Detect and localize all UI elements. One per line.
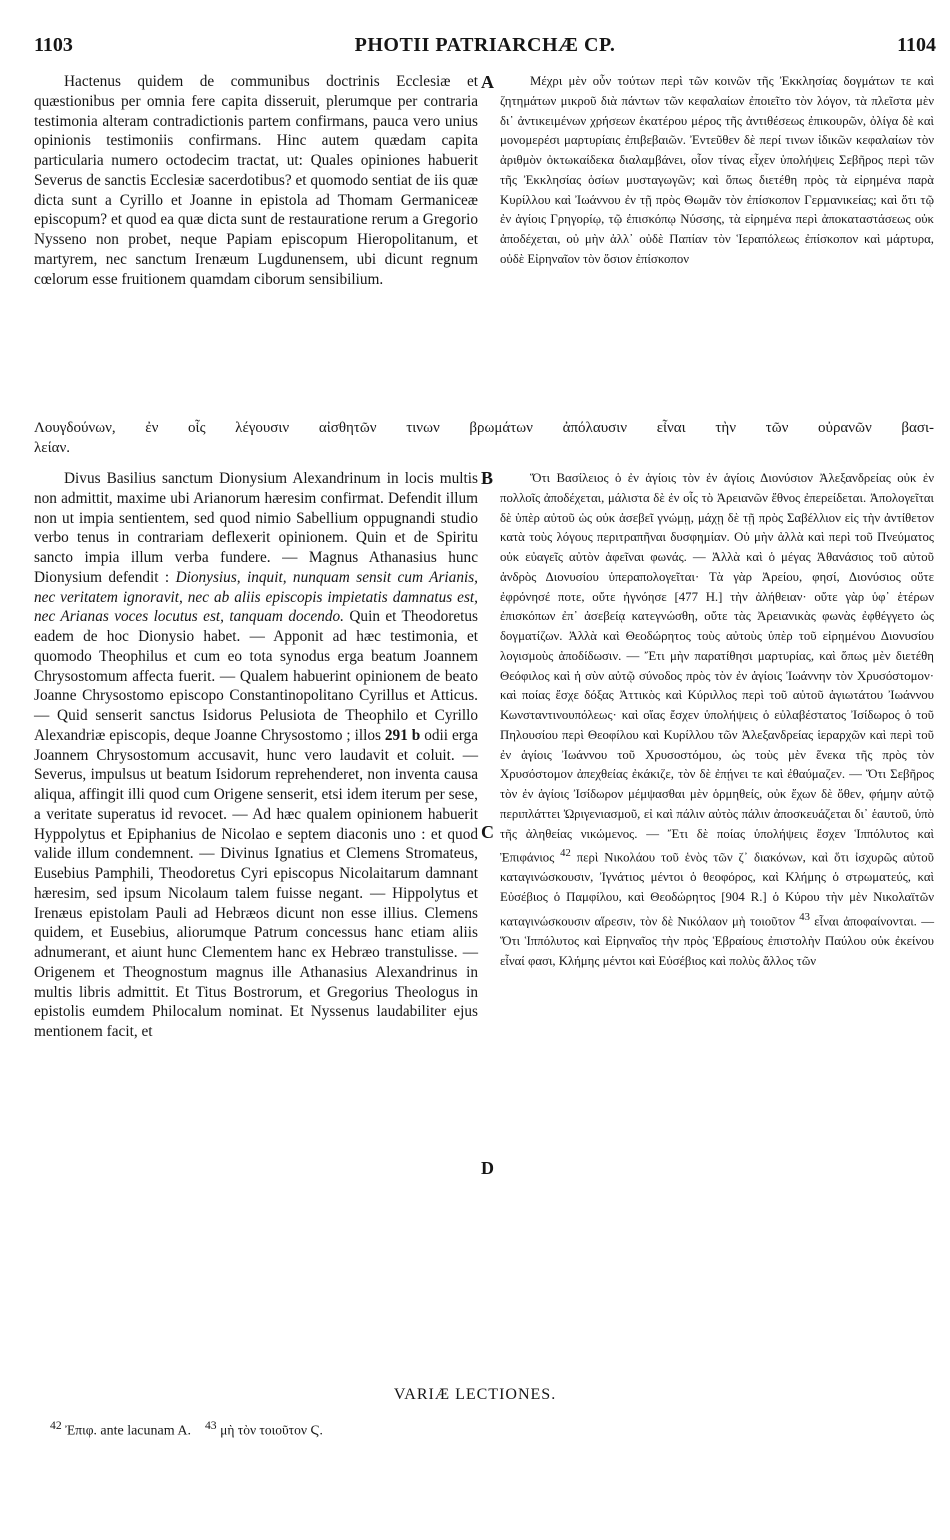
note-number: 42 [50,1419,62,1432]
latin-paragraph: Hactenus quidem de communibus doctrinis Ecclesiæ et quæstionibus per omnia fere capita disseruit, plerumque per contraria testimonia alteram contradictionis partem confirmans, pauca vero unius opinionis testimoniis confirmans. Hinc autem quædam capita particularia numero octodecim tractat, ut: Quales opiniones habuerit Severus de sanctis Ecclesiæ sacerdotibus? et quomodo sentiat de iis quæ dicta sunt a Cyrillo et Joanne in epistola ad Thomam Germaniceæ episcopum? et quod ea quæ dicta sunt de restauratione rerum a Gregorio Nysseno non probet, neque Papiam episcopum Hieropolitanum, et martyrem, nec sanctum Irenæum Lugdunensem, ubi dicunt regnum cœlorum esse fruitionem quamdam ciborum sensibilium. [34,73,478,288]
note-number: 43 [204,1419,217,1432]
word: ἀπόλαυσιν [562,420,628,436]
greek-text: περὶ Νικολάου τοῦ ἑνὸς τῶν ζ᾽ διακόνων, καὶ ὅτι ἰσχυρῶς αὐτοῦ καταγινώσκουσιν, Ἰγνάτιος μέντοι ὁ θεοφόρος, καὶ Κλήμης ὁ στρωματεύς, καὶ Εὐσέβιος ὁ Παμφίλου, καὶ Θεοδώρητος [500,850,935,905]
word: τῶν [765,420,789,436]
margin-letter-a: A [481,72,494,92]
note-greek: μὴ τὸν τοιοῦτον [220,1422,307,1438]
margin-letter-c: C [481,822,494,842]
greek-paragraph [500,469,934,971]
margin-letter-b: B [481,468,494,488]
word: τινων [406,420,440,436]
greek-column-b [500,469,934,971]
word: βρωμάτων [469,420,533,436]
latin-paragraph [34,469,478,1042]
margin-letter-d: D [481,1158,494,1178]
variae-lectiones-heading: VARIÆ LECTIONES. [393,1386,557,1403]
word: οὐρανῶν [818,420,872,436]
continuation-line [34,419,934,439]
page-number-right: 1104 [897,34,936,56]
word: λέγουσιν [235,420,290,436]
running-title: PHOTII PATRIARCHÆ CP. [354,34,616,56]
edition-ref: [904 R.] [721,890,767,905]
edition-ref: [477 H.] [674,589,723,604]
note-text: ante lacunam A. [100,1423,191,1439]
note-greek: Ἐπιφ. [65,1422,97,1438]
latin-text: odii erga Joannem Chrysostomum accusavit, hunc vero laudavit et coluit. — Severus, impulsus ut beatum Isidorum reprehenderet, non inventa causa aliqua, affingit illi quod cum Origene senserit, etsi idem iterum per sese, a veritate superatus id revocet. — Ad hæc qualem opinionem habuerit Hyppolytus et Epiphanius de Nicolao e septem diaconis uno : et quod valide illum condemnent. — Divinus Ignatius et Clemens Stromateus, Eusebius Pamphili, Theodoretus Cyri episcopus Nicolaitarum damnant hæresim, sed ipsum Nicolaum talem fuisse negant. — Hippolytus et Irenæus epistolam Pauli ad Hebræos dicunt non esse illius. Clemens quidem, et Eusebius, aliorumque Patrum concessus hanc etiam aliis adnumerant, et aiunt hunc Clementem hanc ex Hebræo transtulisse. — Origenem et Theognostum magnus ille Athanasius Alexandrinus in multis libris admittit. Et Titus Bostrorum, et Gregorius Theologus in epistolis eumdem Philocalum nominat. Et Nyssenus laudabiliter ejus mentionem facit, et [34,726,478,1040]
word: αἰσθητῶν [318,420,377,436]
word: βασι- [901,420,934,436]
greek-paragraph: Μέχρι μὲν οὖν τούτων περὶ τῶν κοινῶν τῆς Ἐκκλησίας δογμάτων τε καὶ ζητημάτων μικροῦ διὰ πάντων τῶν κεφαλαίων ἐποιεῖτο τὸν λόγον, τὰ πλεῖστα μὲν δι᾽ ἀντικειμένων χρήσεων ἑκατέρου μέρος τῆς ἀντιθέσεως ἐπικουρῶν, ὀλίγα δὲ καὶ μονομερέσι μαρτυρίαις ἐπιβεβαιῶν. Ἐντεῦθεν δὲ περί τινων ἰδικῶν κεφαλαίων τὸν ἀριθμὸν ὀκτωκαίδεκα διαλαμβάνει, οἷον τίνας εἶχεν ὑπολήψεις Σεβῆρος περὶ τῶν τῆς Ἐκκλησίας ὁσίων μυσταγωγῶν; καὶ ὅπως διετέθη πρὸς τὰ εἰρημένα παρὰ Κυρίλλου καὶ Ἰωάννου ἐν τῇ πρὸς Θωμᾶν τὸν ἐπίσκοπον Γερμανικείας; καὶ ὅτι τῷ ἐν ἁγίοις Γρηγορίῳ, τῷ ἐπισκόπῳ Νύσσης, τὰ εἰρημένα περὶ ἀποκαταστάσεως οὐκ ἀποδέχεται, οὐ μὴν ἀλλ᾽ οὐδὲ Παπίαν τὸν Ἱεραπόλεως ἐπίσκοπον καὶ μάρτυρα, οὐδὲ Εἰρηναῖον τὸν ὅσιον ἐπίσκοπον [500,74,934,266]
latin-column-a [34,72,478,289]
greek-text: ὁ Κύρου τὴν μὲν Νικολαϊτῶν καταγινώσκουσιν αἵρεσιν, τὸν δὲ Νικόλαον μὴ τοιοῦτον [500,890,935,929]
variant-notes [50,1419,323,1440]
greek-text: Ὅτι Βασίλειος ὁ ἐν ἁγίοις τὸν ἐν ἁγίοις Διονύσιον Ἀλεξανδρείας οὐκ ἐν πολλοῖς ἀποδέχεται, μάλιστα δὲ ἐν οἷς τὸ Ἀρειανῶν ἔθνος ἐπερείδεται. Ἀπολογεῖται δὲ ὑπὲρ αὐτοῦ ὡς οὐκ ἀσεβεῖ γνώμῃ, μάχῃ δὲ τῇ πρὸς Σαβέλλιον εἰς τὴν ἀντίθετον κατὰ τοὺς λόγους περιτραπῆναι δυσφημίαν. Οὐ μὴν ἀλλὰ καὶ περὶ τοῦ Πνεύματος οὐκ εὐαγεῖς αὐτὸν ἀφεῖναι φωνάς. — Ἀλλὰ καὶ ὁ μέγας Ἀθανάσιος τοῦ αὐτοῦ ἀνδρὸς Διονυσίου ὑπεραπολογεῖται· Τὰ γὰρ Ἀρείου, φησί, Διονύσιος οὔτε ἐφρόνησέ ποτε, οὔτε ἠγνόησε [500,471,934,604]
greek-text: εἶναι ἀποφαίνονται. — Ὅτι Ἱππόλυτος καὶ Εἰρηναῖος τὴν πρὸς Ἑβραίους ἐπιστολὴν Παύλου οὐκ ἐκείνου εἶναί φασι, Κλήμης μέντοι καὶ Εὐσέβιος καὶ πολὺς ἄλλος τῶν [500,914,934,968]
word: τὴν [715,420,737,436]
note-siglum: Ϛ. [310,1422,323,1438]
greek-text: τὴν ἀλήθειαν· οὔτε γὰρ ὑφ᾽ ἑτέρων ἐπισκόπων ἐπ᾽ ἀσεβείᾳ κατεγνώσθη, οὔτε τὰς Ἀρειανικὰς φωνὰς ἐφθέγγετο ὡς δογματίζων. Ἀλλὰ καὶ Θεοδώρητος τοὺς αὐτοὺς ὑπὲρ τοῦ εἰρημένου Διονυσίου λογισμοὺς ἀποδίδωσιν. — Ἔτι μὴν παρατίθησι μαρτυρίας, καὶ ὅπως μὲν διετέθη Θεόφιλος καὶ ἡ σὺν αὐτῷ σύνοδος πρὸς τὸν ἐν ἁγίοις Ἰωάννην τὸν Χρυσόστομον· καὶ ποίας ἔσχε δόξας Ἀττικὸς καὶ Κύριλλος περὶ τοῦ αὐτοῦ ἁγιωτάτου Ἰωάννου Κωνσταντινουπόλεως· καὶ οἵας ἔσχεν ὑπολήψεις ὁ εὐλαβέστατος Ἰσίδωρος ὁ τοῦ Πηλουσίου περὶ Θεοφίλου καὶ Κυρίλλου τῶν Ἀλεξανδρείας ἱεραρχῶν καὶ περὶ τοῦ ἐν ἁγίοις Ἰωάννου τοῦ Χρυσοστόμου, ὡς τοὺς μὲν ἕνεκα τῆς πρὸς τὸν Χρυσόστομον ἀπεχθείας ἐκάκιζε, τὸν δὲ ἐπῄνει τε καὶ ἐθαύμαζεν. — Ὅτι Σεβῆρος τὸν ἐν ἁγίοις Ἰσίδωρον μέμψασθαι μὲν ὁρμηθείς, οὐκ ἔχων δὲ ὅθεν, φήμην αὐτῷ περιπλάττει Ὠριγενιασμοῦ, εἰ καὶ πάλιν αὐτὸς πάλιν ἀποσκευάζεται δι᾽ ἑαυτοῦ, ὑπὸ τῆς ἀληθείας νικώμενος. — Ἔτι δὲ ποίας ὑπολήψεις ἔσχεν Ἱππόλυτος καὶ Ἐπιφάνιος [500,589,935,865]
running-header [34,34,936,64]
word: ἐν [145,420,159,436]
latin-column-b [34,469,478,1042]
note-ref-43: 43 [799,911,810,923]
latin-text: Divus Basilius sanctum Dionysium Alexandrinum in locis multis non admittit, maxime ubi Arianorum hæresim confirmat. Defendit illum non ut impia sentientem, sed quod nimio Sabellium oppugnandi studio verbo tenus in contrariam deflexerit opinionem. Quin et de Spiritu sancto impia illum verba fundere. — Magnus Athanasius hunc Dionysium defendit : [34,470,478,586]
greek-continuation [34,419,934,459]
page-number-left: 1103 [34,34,73,56]
continuation-end: λείαν. [34,439,70,456]
latin-quotation: Dionysius, inquit, nunquam sensit cum Arianis, nec veritatem ignoravit, nec ab aliis episcopis impietatis damnatus est, nec Arianas voces locutus est, tanquam docendo. [34,568,478,626]
word: εἶναι [656,420,686,436]
greek-column-a [500,72,934,270]
note-ref-42: 42 [560,848,571,860]
word: Λουγδούνων, [34,420,116,436]
folio-marker: 291 b [384,726,421,744]
latin-text: Quin et Theodoretus eadem de hoc Dionysio habet. — Apponit ad hæc testimonia, et quomodo Theophilus et cum eo tota synodus erga beatum Joannem Chrysostomum affecta fuerit. — Qualem habuerint opinionem de beato Joanne Chrysostomo episcopo Constantinopolitano Cyrillus et Atticus. — Quid senserit sanctus Isidorus Pelusiota de Theophilo et Cyrillo Alexandriæ episcopis, deque Joanne Chrysostomo ; illos [34,608,478,744]
word: οἷς [188,420,206,436]
